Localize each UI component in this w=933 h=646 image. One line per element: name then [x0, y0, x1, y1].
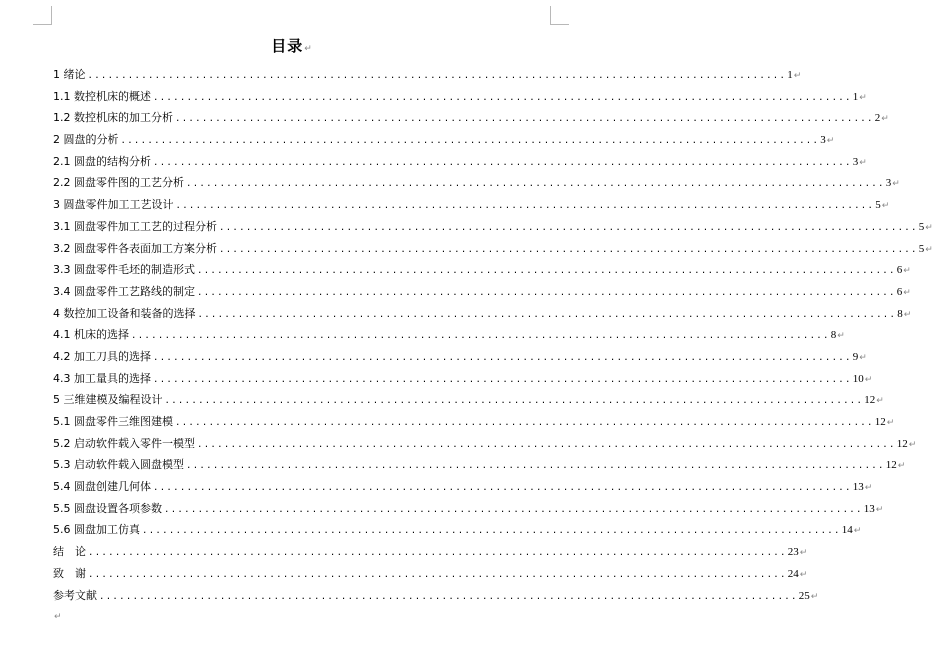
toc-dot-leader: ........................................................................................................ — [153, 157, 852, 168]
toc-entry-page-number: 12 — [885, 459, 897, 472]
toc-entry-label: 3.2 圆盘零件各表面加工方案分析 — [53, 241, 217, 255]
toc-entry[interactable] — [53, 324, 845, 346]
toc-entry-label: 4.3 加工量具的选择 — [53, 371, 151, 385]
page-corner-mark-top-left — [33, 6, 52, 25]
paragraph-mark-icon: ↵ — [54, 612, 62, 622]
paragraph-mark-icon: ↵ — [881, 201, 890, 212]
toc-entry-page-number: 3 — [852, 155, 859, 168]
toc-dot-leader: ........................................................................................................ — [219, 244, 918, 255]
toc-entry-page-number: 3 — [885, 177, 892, 190]
toc-dot-leader: ........................................................................................................ — [197, 287, 896, 298]
paragraph-mark-icon: ↵ — [925, 222, 933, 233]
toc-dot-leader: ........................................................................................................ — [131, 331, 830, 342]
toc-dot-leader: ........................................................................................................ — [197, 309, 897, 320]
toc-entry-page-number: 1 — [852, 90, 859, 103]
toc-entry[interactable] — [53, 476, 873, 498]
toc-dot-leader: ........................................................................................................ — [197, 439, 896, 450]
paragraph-mark-icon: ↵ — [886, 418, 895, 428]
toc-entry[interactable] — [53, 172, 900, 194]
toc-entry-page-number: 12 — [864, 394, 876, 407]
toc-entry[interactable] — [53, 433, 917, 455]
toc-dot-leader: ........................................................................................................ — [175, 114, 874, 125]
paragraph-mark-icon: ↵ — [903, 266, 911, 277]
toc-entry-label: 结 论 — [53, 545, 86, 559]
toc-dot-leader: ........................................................................................................ — [88, 548, 787, 559]
paragraph-mark-icon: ↵ — [826, 136, 835, 147]
toc-entry-page-number: 1 — [787, 69, 793, 81]
toc-entry[interactable] — [53, 238, 933, 260]
paragraph-mark-icon: ↵ — [881, 114, 889, 125]
paragraph-mark-icon: ↵ — [810, 591, 819, 602]
toc-dot-leader: ........................................................................................................ — [153, 483, 852, 494]
paragraph-mark-icon: ↵ — [925, 244, 933, 255]
toc-entry[interactable] — [53, 107, 889, 129]
toc-entry-label: 1.2 数控机床的加工分析 — [53, 111, 173, 125]
paragraph-mark-icon: ↵ — [897, 461, 906, 472]
paragraph-mark-icon: ↵ — [864, 483, 873, 494]
toc-entry-label: 3 圆盘零件加工工艺设计 — [53, 198, 174, 212]
toc-dot-leader: ........................................................................................................ — [175, 201, 875, 212]
toc-dot-leader: ........................................................................................................ — [153, 374, 852, 385]
toc-entry-label: 2.1 圆盘的结构分析 — [53, 154, 151, 168]
paragraph-mark-icon: ↵ — [908, 439, 917, 450]
paragraph-mark-icon: ↵ — [799, 569, 808, 580]
toc-entry-page-number: 10 — [852, 372, 864, 385]
toc-entry-page-number: 5 — [918, 220, 925, 233]
toc-entry-page-number: 5 — [918, 242, 925, 255]
toc-entry-page-number: 6 — [896, 264, 903, 277]
toc-dot-leader: ........................................................................................................ — [87, 71, 787, 81]
toc-entry[interactable] — [53, 368, 873, 390]
toc-entry-label: 5.4 圆盘创建几何体 — [53, 480, 151, 494]
toc-entry-page-number: 12 — [896, 437, 908, 450]
toc-entry-page-number: 8 — [830, 329, 837, 342]
toc-entry-label: 致 谢 — [53, 566, 86, 580]
page-corner-mark-top-right — [550, 6, 569, 25]
toc-entry[interactable] — [53, 281, 911, 303]
paragraph-mark-icon: ↵ — [853, 526, 862, 537]
toc-dot-leader: ........................................................................................................ — [164, 396, 864, 407]
toc-dot-leader: ........................................................................................................ — [99, 591, 798, 602]
toc-dot-leader: ........................................................................................................ — [153, 92, 852, 103]
paragraph-mark-icon: ↵ — [793, 71, 802, 81]
toc-entry[interactable] — [53, 389, 884, 411]
paragraph-mark-icon: ↵ — [864, 374, 873, 385]
toc-entry[interactable] — [53, 216, 933, 238]
toc-dot-leader: ........................................................................................................ — [164, 504, 863, 515]
toc-entry-page-number: 3 — [820, 134, 826, 147]
toc-entry[interactable] — [53, 86, 867, 108]
toc-entry[interactable] — [53, 563, 808, 585]
toc-entry-label: 1.1 数控机床的概述 — [53, 89, 151, 103]
paragraph-mark-icon: ↵ — [304, 44, 313, 54]
toc-entry[interactable] — [53, 411, 895, 433]
paragraph-mark-icon: ↵ — [903, 309, 912, 320]
toc-title — [0, 36, 584, 59]
toc-entry-label: 4.2 加工刀具的选择 — [53, 349, 151, 363]
paragraph-mark-icon: ↵ — [859, 157, 867, 168]
toc-entry-page-number: 24 — [787, 567, 799, 580]
paragraph-mark-icon: ↵ — [859, 352, 867, 363]
toc-entry-label: 3.4 圆盘零件工艺路线的制定 — [53, 284, 195, 298]
paragraph-mark-icon: ↵ — [903, 287, 911, 298]
toc-dot-leader: ........................................................................................................ — [197, 266, 896, 277]
paragraph-mark-icon: ↵ — [799, 548, 808, 559]
toc-entry[interactable] — [53, 64, 802, 86]
toc-entry[interactable] — [53, 129, 835, 151]
toc-entry[interactable] — [53, 541, 808, 563]
toc-entry-page-number: 9 — [852, 350, 859, 363]
table-of-contents — [53, 64, 933, 606]
toc-entry-page-number: 25 — [798, 589, 810, 602]
toc-dot-leader: ........................................................................................................ — [120, 136, 820, 147]
toc-dot-leader: ........................................................................................................ — [186, 461, 885, 472]
toc-entry-page-number: 6 — [896, 285, 903, 298]
toc-entry-page-number: 5 — [875, 199, 881, 212]
toc-entry-label: 2.2 圆盘零件图的工艺分析 — [53, 176, 184, 190]
toc-entry-label: 5.5 圆盘设置各项参数 — [53, 501, 162, 515]
toc-entry-page-number: 14 — [841, 524, 853, 537]
toc-dot-leader: ........................................................................................................ — [219, 222, 918, 233]
toc-dot-leader: ........................................................................................................ — [175, 418, 874, 428]
paragraph-mark-icon: ↵ — [859, 92, 867, 103]
toc-entry[interactable] — [53, 498, 884, 520]
toc-dot-leader: ........................................................................................................ — [153, 352, 852, 363]
toc-entry-label: 5.3 启动软件载入圆盘模型 — [53, 458, 184, 472]
toc-entry-page-number: 13 — [863, 502, 875, 515]
toc-entry-label: 4.1 机床的选择 — [53, 328, 129, 342]
toc-entry-label: 4 数控加工设备和装备的选择 — [53, 306, 196, 320]
toc-entry[interactable] — [53, 454, 906, 476]
toc-dot-leader: ........................................................................................................ — [186, 179, 885, 190]
toc-entry-page-number: 23 — [787, 546, 799, 559]
toc-entry-page-number: 2 — [874, 112, 881, 125]
paragraph-mark-icon: ↵ — [892, 179, 900, 190]
toc-entry[interactable] — [53, 303, 912, 325]
toc-entry-page-number: 13 — [852, 481, 864, 494]
paragraph-mark-icon: ↵ — [837, 331, 845, 342]
toc-entry-label: 3.3 圆盘零件毛坯的制造形式 — [53, 263, 195, 277]
toc-entry[interactable] — [53, 194, 890, 216]
toc-dot-leader: ........................................................................................................ — [142, 526, 841, 537]
toc-entry[interactable] — [53, 519, 862, 541]
toc-entry-label: 1 绪论 — [53, 68, 86, 81]
toc-entry-label: 3.1 圆盘零件加工工艺的过程分析 — [53, 219, 217, 233]
paragraph-mark-icon: ↵ — [876, 396, 884, 407]
toc-entry-page-number: 8 — [897, 307, 903, 320]
paragraph-mark-icon: ↵ — [875, 504, 884, 515]
toc-entry-label: 2 圆盘的分析 — [53, 133, 119, 147]
toc-entry-page-number: 12 — [874, 416, 886, 428]
toc-entry[interactable] — [53, 151, 867, 173]
toc-entry-label: 5.6 圆盘加工仿真 — [53, 523, 140, 537]
toc-entry-label: 5.2 启动软件载入零件一模型 — [53, 436, 195, 450]
toc-entry-label: 5.1 圆盘零件三维图建模 — [53, 415, 173, 428]
toc-dot-leader: ........................................................................................................ — [88, 569, 787, 580]
toc-entry-label: 参考文献 — [53, 588, 97, 602]
toc-title-text: 目录 — [271, 37, 304, 55]
toc-entry[interactable] — [53, 346, 867, 368]
toc-entry[interactable] — [53, 259, 911, 281]
toc-entry[interactable] — [53, 585, 819, 607]
toc-entry-label: 5 三维建模及编程设计 — [53, 393, 163, 407]
